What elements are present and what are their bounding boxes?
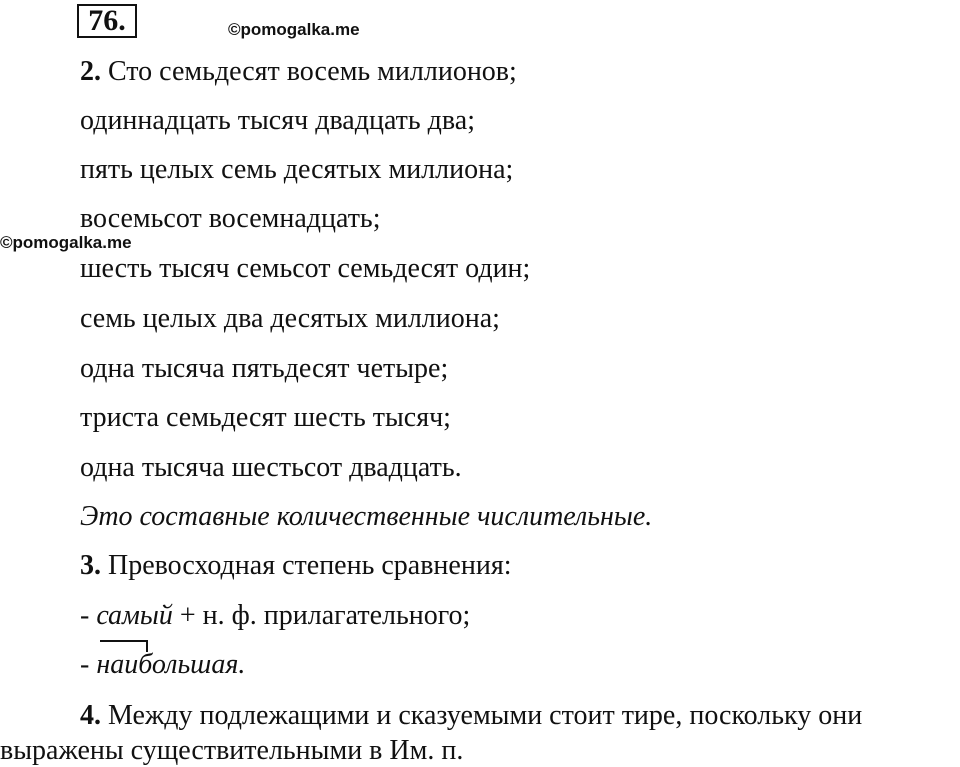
section4-line-1 (80, 700, 862, 732)
section3-number: 3. (80, 550, 101, 581)
section2-line-3: пять целых семь десятых миллиона; (80, 154, 514, 185)
section2-line-5: шесть тысяч семьсот семьдесят один; (80, 253, 531, 284)
watermark-left: ©pomogalka.me (0, 233, 132, 252)
section2-line-4: восемьсот восемнадцать; (80, 203, 381, 234)
section2-conclusion: Это составные количественные числительные. (80, 501, 653, 532)
watermark-top: ©pomogalka.me (228, 20, 360, 39)
section2-line-8: триста семьдесят шесть тысяч; (80, 402, 451, 433)
section4-line-2: выражены существительными в Им. п. (0, 735, 464, 766)
section3-item2-dash: - (80, 649, 90, 680)
section3-item-2 (80, 649, 245, 681)
section2-line-7: одна тысяча пятьдесят четыре; (80, 353, 449, 384)
section2-line-6: семь целых два десятых миллиона; (80, 303, 500, 334)
section3-item2-rest: большая. (138, 649, 246, 680)
section2-line-9: одна тысяча шестьсот двадцать. (80, 452, 462, 483)
section2-line-1 (80, 56, 517, 88)
section4-line1-text: Между подлежащими и сказуемыми стоит тире, поскольку они (108, 700, 863, 731)
section2-line-text: Сто семьдесят восемь миллионов; (108, 56, 517, 87)
section2-number: 2. (80, 56, 101, 87)
section3-item1-dash: - (80, 600, 90, 631)
section2-line-2: одиннадцать тысяч двадцать два; (80, 105, 475, 136)
section3-item-1 (80, 600, 470, 632)
task-number: 76. (77, 4, 137, 38)
section3-item1-word: самый (96, 600, 173, 631)
section3-heading-line (80, 550, 511, 582)
section3-item1-rest: + н. ф. прилагательного; (179, 600, 471, 631)
section4-number: 4. (80, 700, 101, 731)
section3-item2-prefix: наи (96, 649, 139, 680)
section3-heading: Превосходная степень сравнения: (108, 550, 512, 581)
